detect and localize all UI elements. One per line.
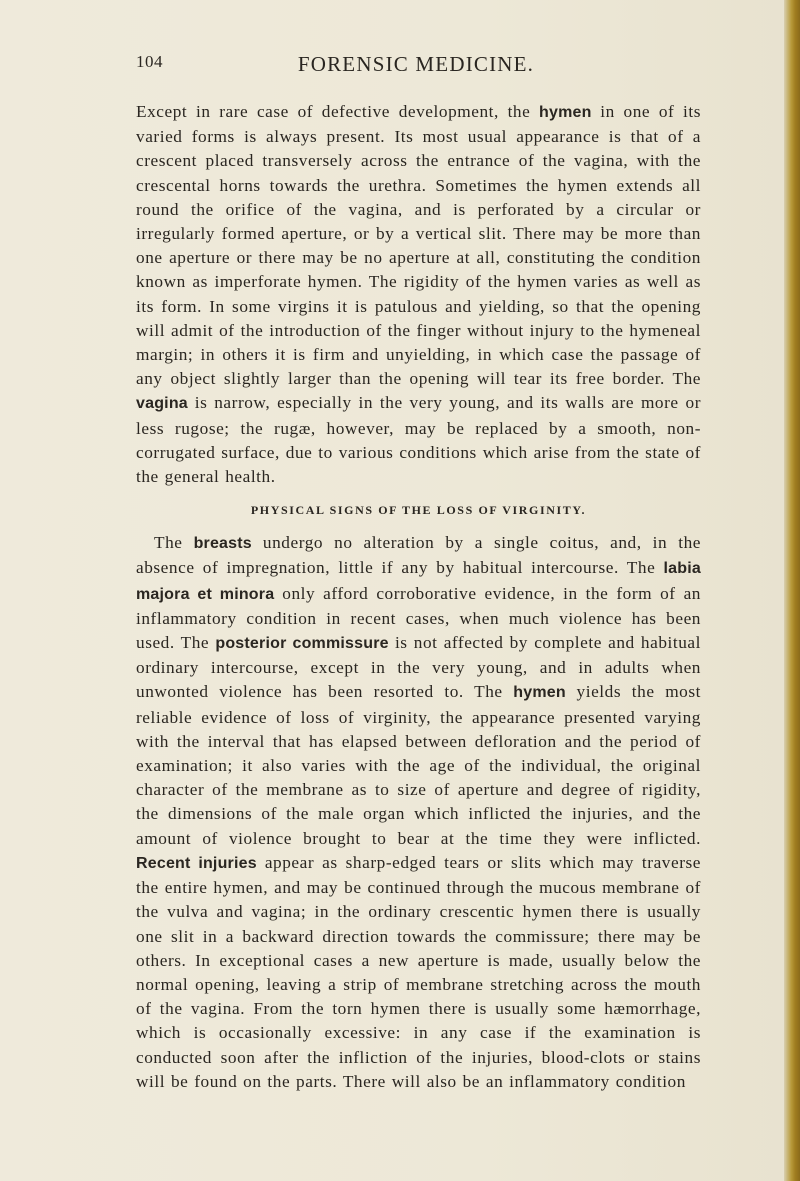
text-run: only afford corroborative evidence, in the form of an inflammatory condition in recent cases, when much violence has been used. The — [136, 583, 701, 653]
running-title: FORENSIC MEDICINE. — [297, 52, 535, 76]
page-number: 104 — [136, 52, 163, 71]
page-binding-edge — [784, 0, 800, 1181]
bold-term-vagina: vagina — [136, 395, 188, 413]
bold-term-recent-injuries: Recent injuries — [136, 854, 257, 872]
text-run: yields the most reliable evidence of loss of virginity, the appearance presented varying with the interval that has elapsed between defloration and the period of examination; it also varies with the age of the individual, the original character of the membrane as to size of aperture and degree of rigidity, the dimensions of the male organ which inflicted the injuries, and the amount of violence brought to bear at the time they were inflicted. — [136, 682, 702, 848]
page-header — [136, 52, 696, 82]
paragraph-hymen-description — [136, 100, 701, 489]
text-run: undergo no alteration by a single coitus, and, in the absence of impregnation, little if any by habitual intercourse. The — [136, 533, 701, 578]
bold-term-hymen-2: hymen — [513, 684, 566, 702]
text-run: is not affected by complete and habitual ordinary intercourse, except in the very young, and in adults when unwonted violence has been resorted to. The — [136, 633, 701, 702]
bold-term-posterior-commissure: posterior commissure — [215, 635, 389, 653]
bold-term-labia: labia majora et minora — [136, 560, 701, 603]
text-run: appear as sharp-edged tears or slits which may traverse the entire hymen, and may be continued through the mucous membrane of the vulva and vagina; in the ordinary crescentic hymen there is usually one slit in a backward direction towards the commissure; there may be others. In exceptional cases a new aperture is made, usually below the normal opening, leaving a strip of membrane stretching across the mouth of the vagina. From the torn hymen there is usually some hæmorrhage, which is occasionally excessive: in any case if the examination is conducted soon after the infliction of the injuries, blood-clots or stains will be found on the parts. There will also be an inflammatory condition — [136, 852, 701, 1091]
text-run: Except in rare case of defective development, the — [136, 102, 540, 121]
section-heading: PHYSICAL SIGNS OF THE LOSS OF VIRGINITY. — [250, 503, 587, 518]
bold-term-hymen: hymen — [539, 104, 592, 121]
text-run: in one of its varied forms is always present. Its most usual appearance is that of a crescent placed transversely across the entrance of the vagina, with the crescental horns towards the urethra. Sometimes the hymen extends all round the orifice of the vagina, and is perforated by a circular or irregularly formed aperture, or by a vertical slit. There may be more than one aperture or there may be no aperture at all, constituting the condition known as imperforate hymen. The rigidity of the hymen varies as well as its form. In some virgins it is patulous and yielding, so that the opening will admit of the introduction of the finger without injury to the hymeneal margin; in others it is firm and unyielding, in which case the passage of any object slightly larger than the opening will tear its free border. The — [136, 102, 701, 389]
text-run: The — [154, 533, 194, 553]
text-run: is narrow, especially in the very young, and its walls are more or less rugose; the rugæ, however, may be replaced by a smooth, non-corrugated surface, due to various conditions which arise from the state of the general health. — [136, 393, 701, 487]
body-text — [136, 100, 701, 1094]
bold-term-breasts: breasts — [193, 535, 252, 553]
paragraph-physical-signs — [136, 531, 701, 1094]
